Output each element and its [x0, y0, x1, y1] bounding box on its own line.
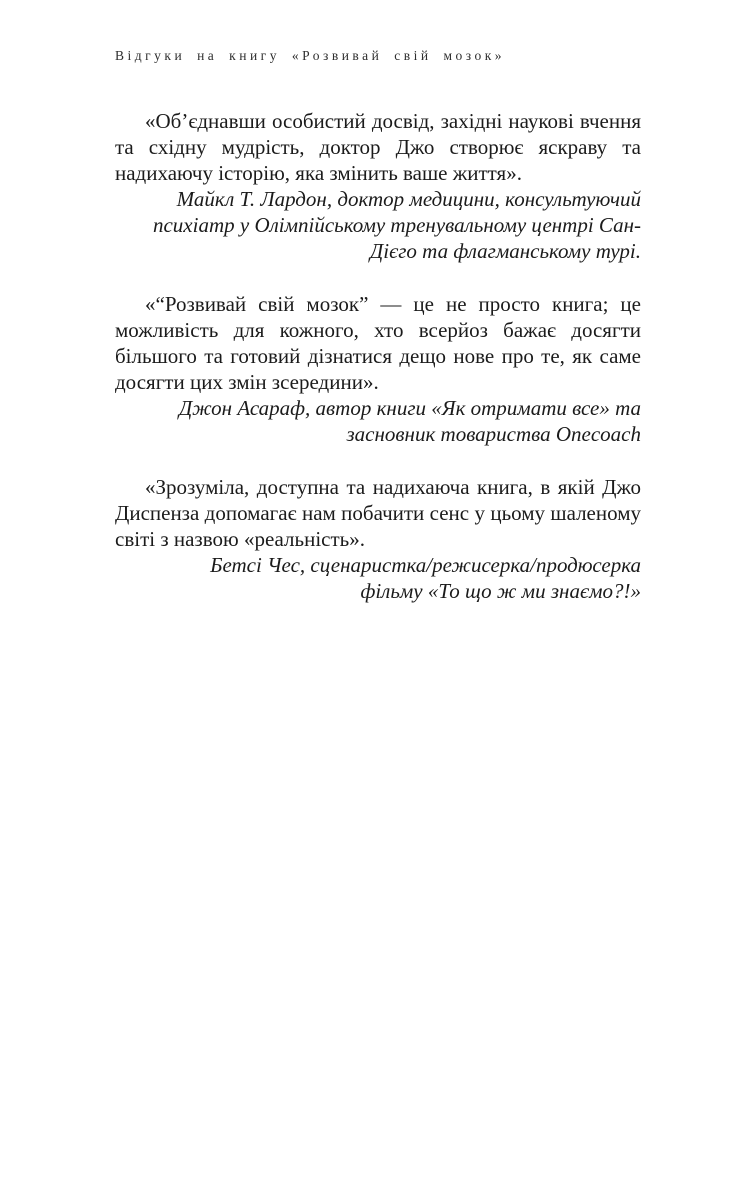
review-block [115, 108, 641, 264]
review-attribution: Бетсі Чес, сценаристка/режисерка/продюсерка фільму «То що ж ми знаємо?!» [210, 553, 641, 603]
page-content [115, 108, 641, 631]
review-quote: «Зрозуміла, доступна та надихаюча книга, в якій Джо Диспенза допомагає нам побачити сенс у цьому шаленому світі з назвою «реальність». [115, 475, 641, 551]
review-attribution: Джон Асараф, автор книги «Як отримати все» та засновник товариства Onecoach [178, 396, 641, 446]
review-block [115, 474, 641, 604]
review-attribution: Майкл Т. Лардон, доктор медицини, консультуючий психіатр у Олімпійському тренувальному центрі Сан-Дієго та флагманському турі. [152, 187, 641, 263]
running-head: Відгуки на книгу «Розвивай свій мозок» [115, 48, 506, 63]
review-quote: «“Розвивай свій мозок” — це не просто книга; це можливість для кожного, хто всерйоз бажає досягти більшого та готовий дізнатися дещо нове про те, як саме досягти цих змін зсередини». [115, 292, 641, 394]
review-quote: «Об’єднавши особистий досвід, західні наукові вчення та східну мудрість, доктор Джо створює яскраву та надихаючу історію, яка змінить ваше життя». [115, 109, 641, 185]
review-block [115, 291, 641, 447]
